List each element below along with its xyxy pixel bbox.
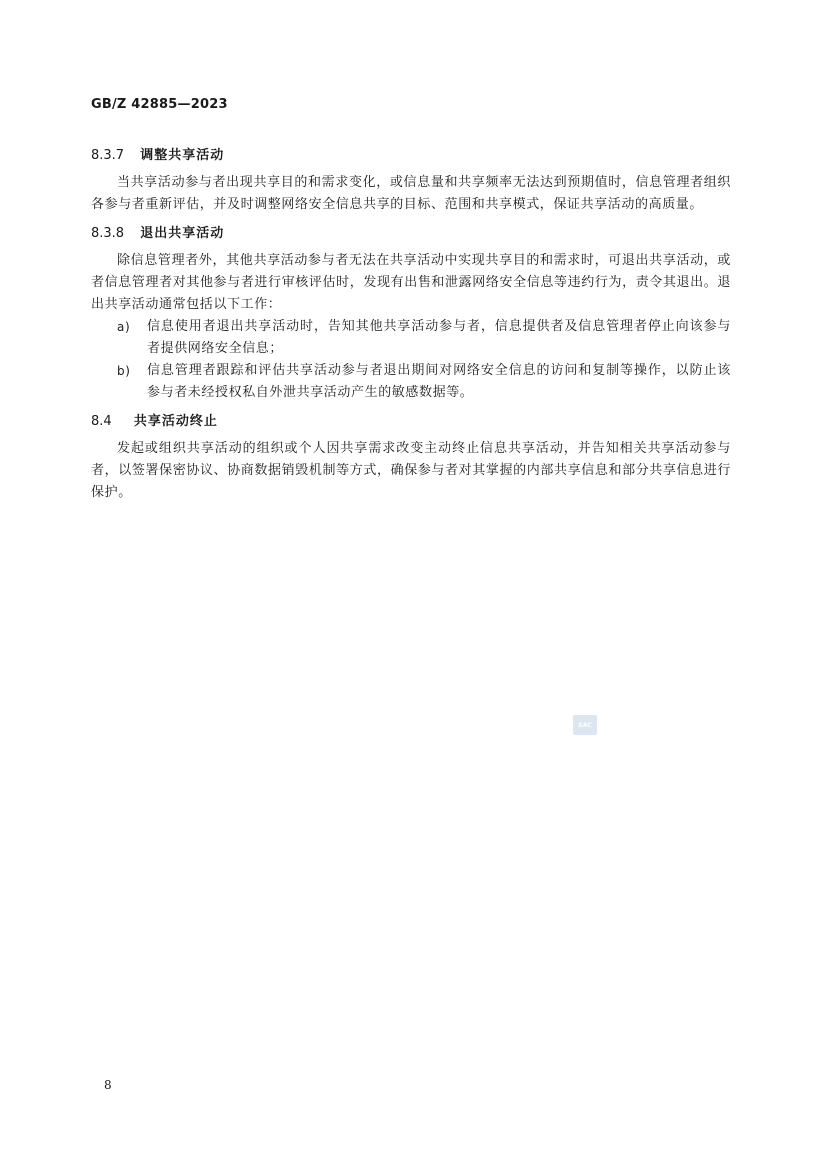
document-body bbox=[91, 146, 731, 512]
section-heading-8-3-8 bbox=[91, 224, 731, 244]
paragraph: 当共享活动参与者出现共享目的和需求变化，或信息量和共享频率无法达到预期值时，信息管理者组织各参与者重新评估，并及时调整网络安全信息共享的目标、范围和共享模式，保证共享活动的高质量。 bbox=[91, 175, 731, 212]
section-heading-8-3-7 bbox=[91, 146, 731, 166]
section-number: 8.3.8 bbox=[91, 226, 125, 241]
list-item bbox=[91, 316, 731, 360]
list-item bbox=[91, 360, 731, 404]
sac-watermark-icon bbox=[573, 715, 597, 735]
paragraph: 除信息管理者外，其他共享活动参与者无法在共享活动中实现共享目的和需求时，可退出共享活动，或者信息管理者对其他参与者进行审核评估时，发现有出售和泄露网络安全信息等违约行为，责令其退出。退出共享活动通常包括以下工作： bbox=[91, 253, 731, 312]
list-item-text: 信息管理者跟踪和评估共享活动参与者退出期间对网络安全信息的访问和复制等操作，以防止该参与者未经授权私自外泄共享活动产生的敏感数据等。 bbox=[147, 363, 731, 400]
standard-number: GB/Z 42885—2023 bbox=[91, 97, 228, 112]
list bbox=[91, 316, 731, 404]
section-title: 共享活动终止 bbox=[133, 414, 218, 429]
list-marker: a) bbox=[117, 320, 131, 334]
list-marker: b) bbox=[117, 364, 131, 378]
watermark-text: SAC bbox=[578, 721, 592, 729]
list-item-text: 信息使用者退出共享活动时，告知其他共享活动参与者，信息提供者及信息管理者停止向该参与者提供网络安全信息； bbox=[147, 319, 731, 356]
page-number: 8 bbox=[104, 1078, 112, 1092]
section-number: 8.4 bbox=[91, 414, 112, 429]
section-number: 8.3.7 bbox=[91, 148, 125, 163]
section-title: 调整共享活动 bbox=[140, 148, 225, 163]
paragraph: 发起或组织共享活动的组织或个人因共享需求改变主动终止信息共享活动，并告知相关共享活动参与者，以签署保密协议、协商数据销毁机制等方式，确保参与者对其掌握的内部共享信息和部分共享信息进行保护。 bbox=[91, 441, 731, 500]
section-title: 退出共享活动 bbox=[140, 226, 225, 241]
section-heading-8-4 bbox=[91, 412, 731, 432]
